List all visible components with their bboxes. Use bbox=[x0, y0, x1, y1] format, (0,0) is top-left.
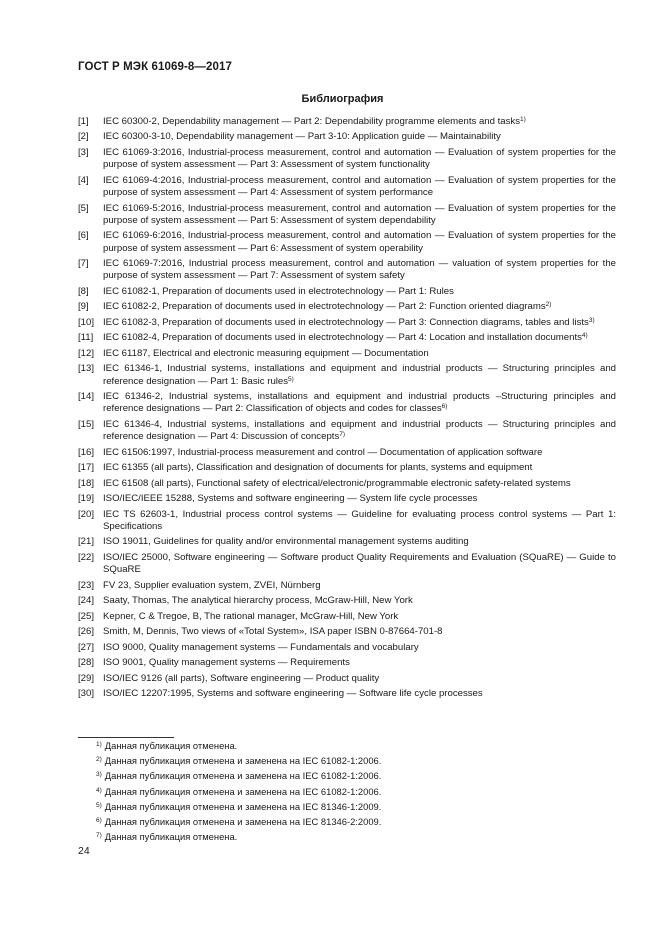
bibliography-entry bbox=[78, 509, 616, 534]
section-title bbox=[0, 93, 661, 105]
entry-number: [27] bbox=[78, 641, 95, 653]
entry-text bbox=[103, 478, 616, 490]
entry-text bbox=[103, 657, 616, 669]
entry-text bbox=[103, 688, 616, 700]
entry-number: [12] bbox=[78, 347, 95, 359]
entry-citation: IEC TS 62603-1, Industrial process control systems — Guideline for evaluating process control systems — Part 1: Specifications bbox=[103, 508, 616, 532]
bibliography-entry bbox=[78, 131, 616, 143]
footnote bbox=[96, 786, 596, 798]
bibliography-entry bbox=[78, 301, 616, 313]
footnote-text: Данная публикация отменена и заменена на IEC 61082-1:2006. bbox=[104, 770, 382, 782]
entry-citation: Smith, M, Dennis, Two views of «Total System», ISA paper ISBN 0-87664-701-8 bbox=[103, 626, 443, 638]
entry-text bbox=[103, 116, 616, 128]
entry-text bbox=[103, 363, 616, 388]
footnotes-list bbox=[96, 740, 596, 846]
entry-number: [30] bbox=[78, 688, 95, 700]
entry-citation: FV 23, Supplier evaluation system, ZVEI, Nürnberg bbox=[103, 579, 321, 591]
entry-text bbox=[103, 642, 616, 654]
entry-citation: Kepner, C & Tregoe, B, The rational manager, McGraw-Hill, New York bbox=[103, 610, 399, 622]
bibliography-entry bbox=[78, 203, 616, 228]
footnote bbox=[96, 770, 596, 782]
footnote-text: Данная публикация отменена и заменена на IEC 61082-1:2006. bbox=[104, 785, 382, 797]
entry-number: [23] bbox=[78, 579, 95, 591]
entry-text bbox=[103, 536, 616, 548]
footnote-mark: 2) bbox=[96, 756, 102, 764]
entry-number: [6] bbox=[78, 230, 89, 242]
entry-number: [5] bbox=[78, 202, 89, 214]
bibliography-entry bbox=[78, 657, 616, 669]
footnote bbox=[96, 740, 596, 752]
entry-citation: Saaty, Thomas, The analytical hierarchy process, McGraw-Hill, New York bbox=[103, 595, 413, 607]
entry-text bbox=[103, 462, 616, 474]
bibliography-list bbox=[78, 116, 616, 704]
entry-text bbox=[103, 175, 616, 200]
bibliography-entry bbox=[78, 580, 616, 592]
footnote-reference: 7) bbox=[339, 431, 346, 439]
entry-number: [1] bbox=[78, 116, 89, 127]
entry-text bbox=[103, 147, 616, 172]
bibliography-entry bbox=[78, 447, 616, 459]
bibliography-entry bbox=[78, 348, 616, 360]
footnote-mark: 1) bbox=[96, 741, 102, 748]
footnote-reference: 1) bbox=[520, 116, 526, 123]
entry-number: [9] bbox=[78, 301, 89, 313]
footnote-reference: 4) bbox=[581, 332, 588, 340]
entry-number: [20] bbox=[78, 508, 95, 520]
entry-citation: IEC 61069-5:2016, Industrial-process measurement, control and automation — Evaluation of system properties for the purpose of system assessment — Part 5: Assessment of system dependability bbox=[103, 202, 616, 226]
entry-number: [19] bbox=[78, 493, 95, 505]
entry-citation: IEC 60300-2, Dependability management — Part 2: Dependability programme elements and tasks bbox=[103, 116, 521, 127]
bibliography-entry bbox=[78, 419, 616, 444]
bibliography-entry bbox=[78, 391, 616, 416]
entry-citation: ISO/IEC 12207:1995, Systems and software engineering — Software life cycle processes bbox=[103, 688, 483, 700]
entry-number: [17] bbox=[78, 462, 95, 474]
entry-text bbox=[103, 348, 616, 360]
entry-citation: IEC 61346-4, Industrial systems, installations and equipment and industrial products — Structuring principles and reference designation — Part 4: Discussion of concepts bbox=[103, 418, 616, 443]
entry-citation: IEC 61346-1, Industrial systems, installations and equipment and industrial products — Structuring principles and reference designation — Part 1: Basic rules bbox=[103, 363, 616, 387]
footnote bbox=[96, 831, 596, 843]
entry-number: [28] bbox=[78, 657, 95, 669]
entry-number: [3] bbox=[78, 146, 89, 158]
section-title-text: Библиография bbox=[301, 93, 384, 105]
bibliography-entry bbox=[78, 626, 616, 638]
bibliography-entry bbox=[78, 611, 616, 623]
footnote-reference: 2) bbox=[545, 301, 552, 309]
bibliography-entry bbox=[78, 462, 616, 474]
entry-number: [10] bbox=[78, 316, 95, 328]
entry-citation: IEC 61355 (all parts), Classification and designation of documents for plants, systems and equipment bbox=[103, 462, 533, 474]
entry-number: [29] bbox=[78, 672, 95, 684]
bibliography-entry bbox=[78, 147, 616, 172]
page-number: 24 bbox=[78, 845, 90, 857]
bibliography-entry bbox=[78, 332, 616, 344]
entry-citation: ISO 9001, Quality management systems — Requirements bbox=[103, 657, 350, 669]
bibliography-entry bbox=[78, 317, 616, 329]
entry-citation: ISO/IEC 9126 (all parts), Software engineering — Product quality bbox=[103, 672, 380, 684]
entry-number: [11] bbox=[78, 332, 94, 344]
bibliography-entry bbox=[78, 552, 616, 577]
entry-citation: IEC 60300-3-10, Dependability management — Part 3-10: Application guide — Maintainability bbox=[103, 131, 501, 143]
entry-text bbox=[103, 595, 616, 607]
entry-number: [8] bbox=[78, 285, 89, 297]
entry-number: [26] bbox=[78, 626, 95, 638]
bibliography-entry bbox=[78, 258, 616, 283]
bibliography-entry bbox=[78, 286, 616, 298]
bibliography-entry bbox=[78, 688, 616, 700]
footnote-reference: 3) bbox=[588, 316, 595, 324]
entry-text bbox=[103, 258, 616, 283]
document-header: ГОСТ Р МЭК 61069-8—2017 bbox=[78, 61, 232, 73]
entry-text bbox=[103, 317, 616, 329]
entry-citation: IEC 61187, Electrical and electronic measuring equipment — Documentation bbox=[103, 347, 429, 359]
entry-text bbox=[103, 611, 616, 623]
entry-number: [18] bbox=[78, 477, 95, 489]
entry-text bbox=[103, 447, 616, 459]
entry-citation: IEC 61508 (all parts), Functional safety of electrical/electronic/programmable electronic safety-related systems bbox=[103, 477, 571, 489]
footnote-reference: 5) bbox=[288, 375, 294, 383]
bibliography-entry bbox=[78, 230, 616, 255]
entry-citation: ISO 19011, Guidelines for quality and/or environmental management systems auditing bbox=[103, 536, 469, 548]
footnote-text: Данная публикация отменена и заменена на IEC 81346-1:2009. bbox=[104, 800, 382, 812]
entry-text bbox=[103, 230, 616, 255]
footnote-text: Данная публикация отменена. bbox=[104, 740, 238, 751]
entry-citation: ISO/IEC/IEEE 15288, Systems and software engineering — System life cycle processes bbox=[103, 493, 478, 505]
entry-text bbox=[103, 493, 616, 505]
footnote-divider bbox=[78, 737, 174, 738]
entry-text bbox=[103, 626, 616, 638]
entry-number: [4] bbox=[78, 174, 89, 186]
bibliography-entry bbox=[78, 493, 616, 505]
entry-number: [25] bbox=[78, 610, 95, 622]
footnote-mark: 3) bbox=[96, 771, 102, 779]
footnote-reference: 6) bbox=[441, 403, 448, 411]
footnote bbox=[96, 801, 596, 813]
bibliography-entry bbox=[78, 642, 616, 654]
bibliography-entry bbox=[78, 478, 616, 490]
entry-text bbox=[103, 131, 616, 143]
footnote-mark: 4) bbox=[96, 786, 102, 794]
footnote-mark: 6) bbox=[96, 816, 102, 824]
bibliography-entry bbox=[78, 363, 616, 388]
entry-text bbox=[103, 286, 616, 298]
entry-text bbox=[103, 673, 616, 685]
entry-text bbox=[103, 509, 616, 534]
entry-citation: IEC 61082-2, Preparation of documents used in electrotechnology — Part 2: Function oriented diagrams bbox=[103, 301, 546, 313]
entry-text bbox=[103, 332, 616, 344]
bibliography-entry bbox=[78, 175, 616, 200]
entry-text bbox=[103, 203, 616, 228]
footnote-text: Данная публикация отменена и заменена на IEC 81346-2:2009. bbox=[104, 815, 382, 827]
entry-citation: IEC 61346-2, Industrial systems, installations and equipment and industrial products –Structuring principles and reference designations — Part 2: Classification of objects and codes for classes bbox=[103, 391, 616, 415]
entry-number: [15] bbox=[78, 418, 95, 430]
footnote bbox=[96, 755, 596, 767]
entry-citation: IEC 61069-7:2016, Industrial process measurement, control and automation — valuation of system properties for the purpose of system assessment — Part 7: Assessment of system safety bbox=[103, 258, 616, 282]
entry-number: [13] bbox=[78, 363, 95, 375]
bibliography-entry bbox=[78, 595, 616, 607]
footnote-mark: 7) bbox=[96, 832, 102, 840]
footnote-text: Данная публикация отменена. bbox=[104, 831, 238, 843]
entry-citation: ISO/IEC 25000, Software engineering — Software product Quality Requirements and Evaluation (SQuaRE) — Guide to SQuaRE bbox=[103, 551, 616, 576]
entry-text bbox=[103, 391, 616, 416]
entry-text bbox=[103, 419, 616, 444]
footnote-text: Данная публикация отменена и заменена на IEC 61082-1:2006. bbox=[104, 755, 382, 767]
entry-citation: IEC 61069-6:2016, Industrial-process measurement, control and automation — Evaluation of system properties for the purpose of system assessment — Part 6: Assessment of system operability bbox=[103, 230, 616, 254]
entry-number: [2] bbox=[78, 131, 89, 143]
entry-citation: IEC 61082-3, Preparation of documents used in electrotechnology — Part 3: Connection diagrams, tables and lists bbox=[103, 316, 589, 328]
entry-citation: IEC 61069-3:2016, Industrial-process measurement, control and automation — Evaluation of system properties for the purpose of system assessment — Part 3: Assessment of system functionality bbox=[103, 146, 616, 171]
entry-citation: IEC 61069-4:2016, Industrial-process measurement, control and automation — Evaluation of system properties for the purpose of system assessment — Part 4: Assessment of system performance bbox=[103, 174, 616, 199]
entry-citation: IEC 61082-1, Preparation of documents used in electrotechnology — Part 1: Rules bbox=[103, 285, 454, 297]
entry-text bbox=[103, 580, 616, 592]
bibliography-entry bbox=[78, 536, 616, 548]
bibliography-entry bbox=[78, 116, 616, 128]
entry-text bbox=[103, 552, 616, 577]
entry-citation: IEC 61506:1997, Industrial-process measurement and control — Documentation of application software bbox=[103, 446, 543, 458]
footnote-mark: 5) bbox=[96, 801, 102, 809]
entry-citation: ISO 9000, Quality management systems — Fundamentals and vocabulary bbox=[103, 641, 419, 653]
entry-text bbox=[103, 301, 616, 313]
entry-number: [7] bbox=[78, 258, 89, 270]
entry-number: [16] bbox=[78, 446, 95, 458]
entry-number: [21] bbox=[78, 536, 95, 548]
footnote bbox=[96, 816, 596, 828]
bibliography-entry bbox=[78, 673, 616, 685]
entry-number: [24] bbox=[78, 595, 95, 607]
entry-citation: IEC 61082-4, Preparation of documents used in electrotechnology — Part 4: Location and installation documents bbox=[103, 332, 582, 344]
entry-number: [14] bbox=[78, 391, 95, 403]
entry-number: [22] bbox=[78, 551, 95, 563]
